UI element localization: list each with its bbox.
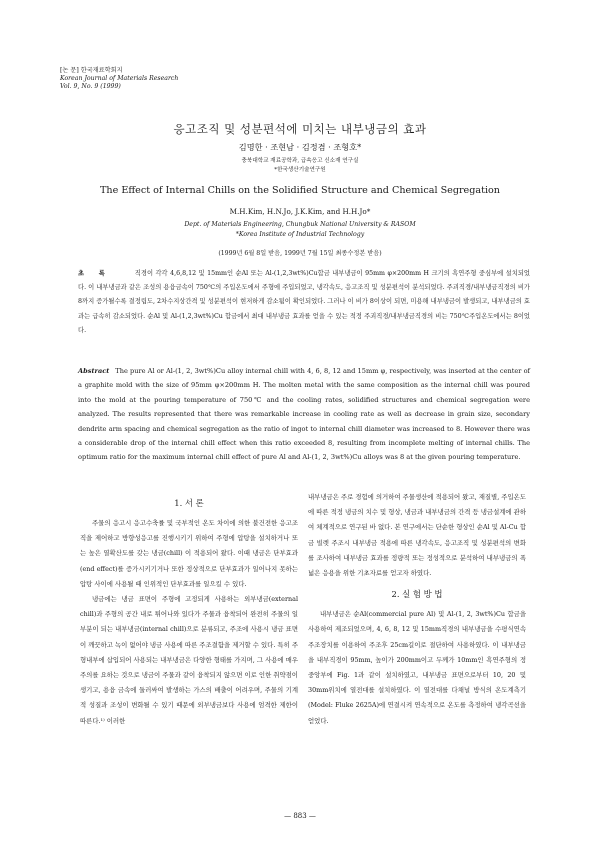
korean-abstract-label: 초 록	[78, 270, 111, 277]
english-abstract	[78, 364, 530, 465]
english-abstract-text: The pure Al or Al-(1, 2, 3wt%)Cu alloy internal chill with 4, 6, 8, 12 and 15mm φ, respectively, was inserted at the center of a graphite mold with the size of 95mm φ×200mm H. The molten metal with the same composition as the internal chill was poured into the mold at the pouring temperature of 750℃ and the cooling rates, solidified structures and chemical segregation were analyzed. The results represented that there was remarkable increase in cooling rate as well as decrease in grain size, secondary dendrite arm spacing and chemical segregation as the ratio of ingot to internal chill diameter was increased to 8. However there was a considerable drop of the internal chill effect when this ratio exceeded 8, resulting from incomplete melting of internal chills. The optimum ratio for the maximum internal chill effect of pure Al and Al-(1, 2, 3wt%)Cu alloys was 8 at the given pouring temperature.	[78, 367, 530, 462]
english-affiliation-1: Dept. of Materials Engineering, Chungbuk National University & RASOM	[184, 221, 416, 228]
section-1-paragraph-2: 냉금에는 냉금 표면이 주형에 고정되게 사용하는 외부냉금(external chill)과 주형의 공간 내로 튀어나와 있다가 주물과 융착되어 완전히 주물의 일부분이 되는 내부냉금(internal chill)으로 분류되고, 주조에 사용시 냉금 표면이 깨끗하고 녹이 없어야 냉금 사용에 따른 주조결함을 제거할 수 있다. 특히 주형내부에 삽입되어 사용되는 내부냉금은 다양한 형태를 가지며, 그 사용에 매우 주의를 요하는 것으로 냉금이 주물과 같이 융착되지 않으면 이로 인한 취약점이 생기고, 용융 금속에 둘러싸여 발생하는 가스의 배출이 어려우며, 주물의 기계적 성질과 조성이 변화될 수 있기 때문에 외부냉금보다 사용에 엄격한 제한이 따른다.¹⁾ 이러한	[80, 595, 298, 725]
section-2-heading: 2. 실 험 방 법	[391, 589, 443, 600]
english-title: The Effect of Internal Chills on the Solidified Structure and Chemical Segregation	[100, 185, 500, 196]
received-dates: (1999년 6월 8일 받음, 1999년 7월 15일 최종수정본 받음)	[218, 250, 382, 257]
korean-abstract	[78, 267, 530, 338]
journal-volume: Vol. 9, No. 9 (1999)	[60, 83, 121, 90]
section-1-continuation: 내부냉금은 주로 경험에 의거하여 주물생산에 적용되어 왔고, 재질별, 주입온도에 따른 적정 냉금의 치수 및 형상, 냉금과 내부냉금의 간격 등 냉금설계에 관하여 체계적으로 연구된 바 없다. 본 연구에서는 단순한 형상인 순Al 및 Al-Cu 합금 빌렛 주조시 내부냉금 적용에 따른 냉각속도, 응고조직 및 성분편석의 변화를 조사하여 내부냉금 효과를 정량적 또는 정성적으로 분석하여 내부냉금의 폭넓은 응용을 위한 기초자료를 얻고자 하였다.	[308, 493, 526, 578]
english-affiliation-2: *Korea Institute of Industrial Technology	[235, 231, 365, 238]
korean-title: 응고조직 및 성분편석에 미치는 내부냉금의 효과	[173, 122, 427, 136]
journal-header	[60, 67, 178, 91]
korean-affiliations	[0, 157, 600, 175]
right-column	[308, 490, 526, 729]
english-affiliations	[0, 220, 600, 240]
korean-affiliation-2: *한국생산기술연구원	[274, 167, 326, 173]
section-1-paragraph-1: 주물의 응고시 응고수축률 및 국부적인 온도 차이에 의한 불건전한 응고조직을 제어하고 방향성응고를 진행시키기 위하여 주형에 압탕을 설치하거나 또는 높은 열확산도를 갖는 냉금(chill) 이 적용되어 왔다. 이때 냉금은 단부효과(end effect)를 증가시키기거나 또한 정상적으로 단부효과가 일어나지 못하는 압탕 사이에 사용될 때 인위적인 단부효과를 일으킬 수 있다.	[80, 519, 298, 588]
journal-name-ko: [논 문] 한국재료학회지	[60, 67, 123, 74]
left-column	[80, 490, 298, 729]
korean-abstract-text: 직경이 각각 4,6,8,12 및 15mm인 순Al 또는 Al-(1,2,3wt%)Cu합금 내부냉금이 95mm φ×200mm H 크기의 흑연주형 중심부에 설치되었다. 이 내부냉금과 같은 조성의 용융금속이 750℃의 주입온도에서 주형에 주입되었고, 냉각속도, 응고조직 및 성분편석이 분석되었다. 주괴직경/내부냉금직경의 비가 8까지 증가될수록 결정립도, 2차수지상간격 및 성분편석이 현저하게 감소됨이 확인되었다. 그러나 이 비가 8이상이 되면, 미용해 내부냉금이 발생되고, 내부냉금의 효과는 급속히 감소되었다. 순Al 및 Al-(1,2,3wt%)Cu 합금에서 최대 내부냉금 효과를 얻을 수 있는 적정 주괴직경/내부냉금직경의 비는 750℃주입온도에서는 8이었다.	[78, 270, 531, 334]
english-authors: M.H.Kim, H.N.Jo, J.K.Kim, and H.H.Jo*	[229, 207, 371, 216]
korean-affiliation-1: 충북대학교 재료공학과, 급속응고 신소재 연구실	[241, 158, 359, 164]
section-2-paragraph-1: 내부냉금은 순Al(commercial pure Al) 및 Al-(1, 2, 3wt%)Cu 합금을 사용하여 제조되었으며, 4, 6, 8, 12 및 15mm직경의 내부냉금을 수평식연속주조장치를 이용하여 주조후 25cm길이로 절단하여 사용하였다. 이 내부냉금을 내부직경이 95mm, 높이가 200mm이고 두께가 10mm인 흑연주형의 정중앙부에 Fig. 1과 같이 설치하였고, 내부냉금 표면으로부터 10, 20 및 30mm위치에 열전대를 설치하였다. 이 열전대를 다채널 방식의 온도계측기(Model: Fluke 2625A)에 연결시켜 연속적으로 온도를 측정하여 냉각곡선을 얻었다.	[308, 610, 526, 725]
page-number: — 883 —	[284, 812, 316, 820]
journal-name-en: Korean Journal of Materials Research	[60, 75, 179, 82]
english-abstract-label: Abstract	[78, 367, 110, 375]
section-1-heading: 1. 서 론	[174, 498, 204, 508]
korean-authors: 김명한 · 조현남 · 김정겸 · 조형호*	[238, 142, 362, 152]
